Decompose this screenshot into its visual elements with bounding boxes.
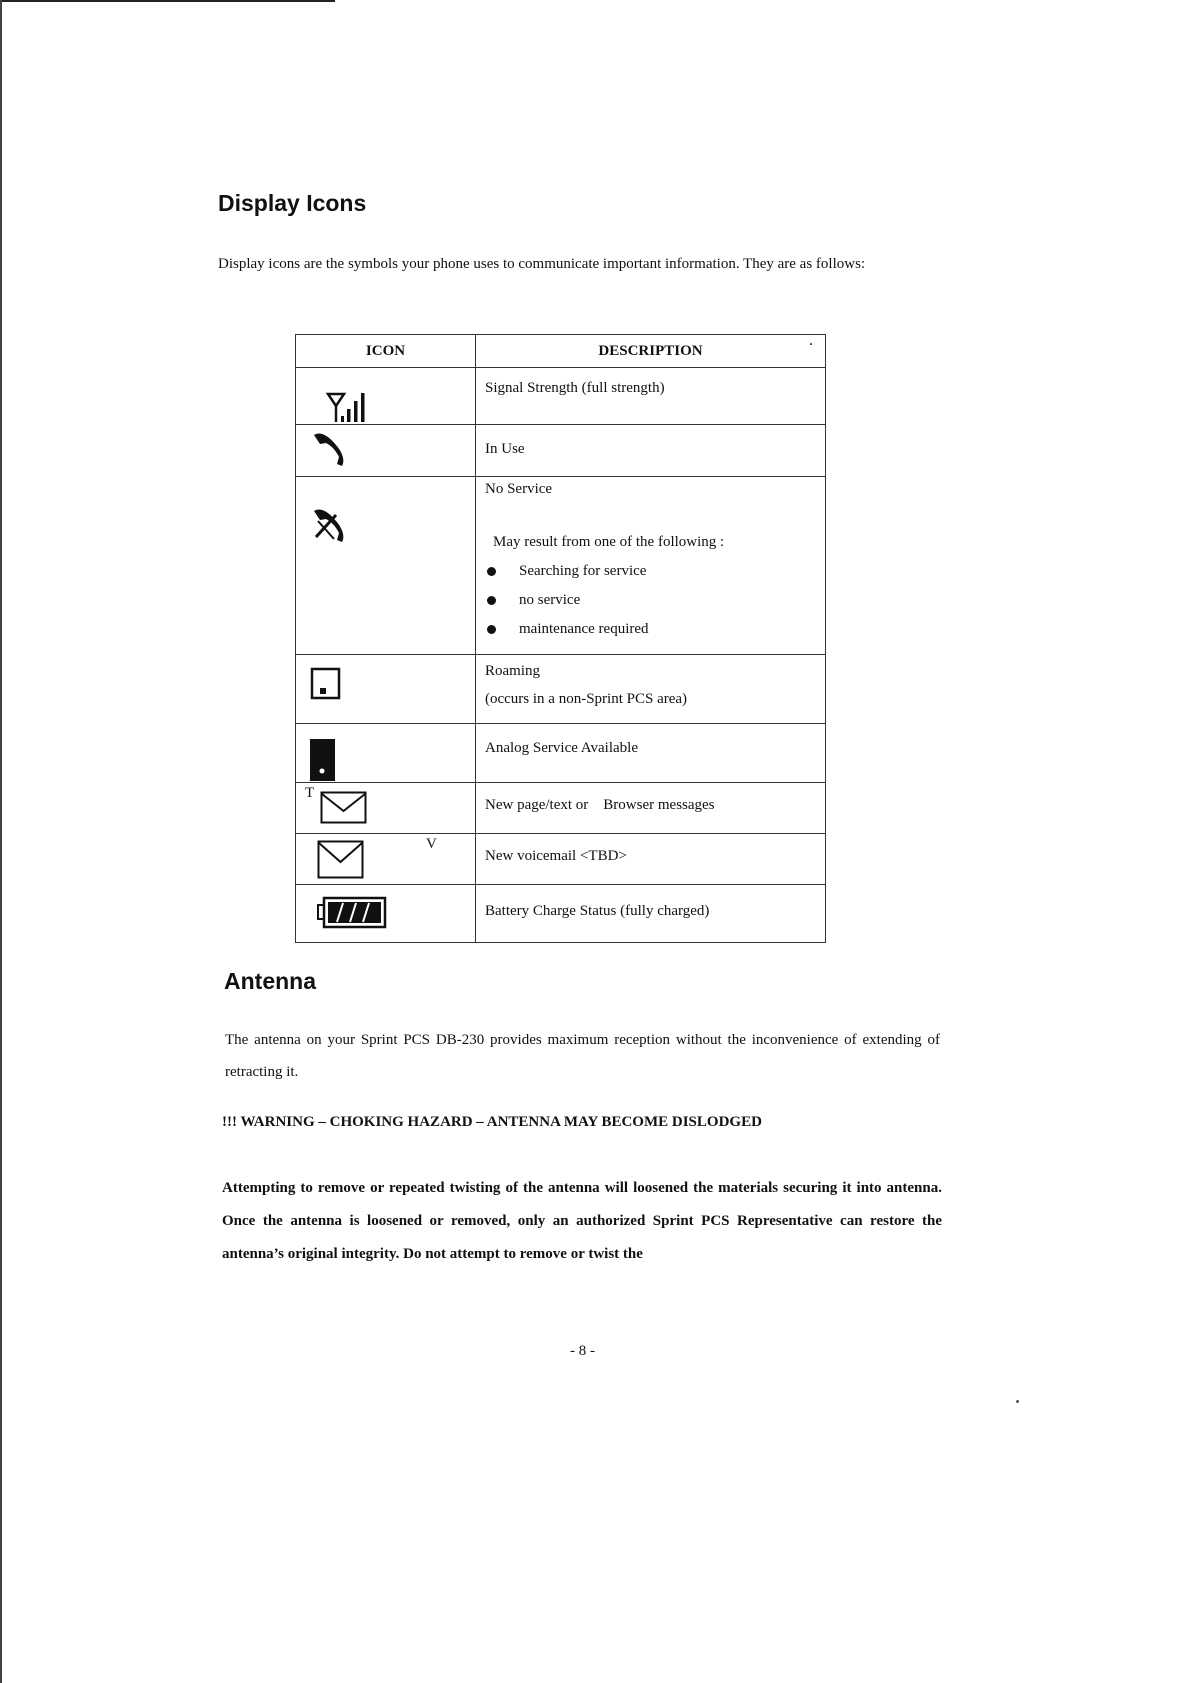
description-column-header <box>476 335 826 368</box>
icon-cell <box>296 425 476 477</box>
table-row <box>296 368 826 425</box>
warning-heading: !!! WARNING – CHOKING HAZARD – ANTENNA MAY BECOME DISLODGED <box>222 1114 762 1130</box>
description-header-label: DESCRIPTION <box>598 342 703 359</box>
analog-service-icon <box>309 738 337 787</box>
row-description: New voicemail <TBD> <box>485 848 627 864</box>
description-cell <box>476 477 826 655</box>
row-description: New page/text or Browser messages <box>485 797 715 813</box>
row-note: May result from one of the following : <box>493 534 725 550</box>
antenna-heading: Antenna <box>224 968 316 994</box>
table-row <box>296 655 826 724</box>
icon-cell <box>296 834 476 885</box>
row-description: Roaming <box>485 663 540 679</box>
icon-cell <box>296 885 476 943</box>
table-header-row <box>296 335 826 368</box>
row-note: (occurs in a non-Sprint PCS area) <box>485 691 688 707</box>
antenna-intro: The antenna on your Sprint PCS DB-230 provides maximum reception without the inconvenience of extending of retracting it. <box>225 1032 940 1080</box>
icon-cell <box>296 724 476 783</box>
icon-letter-v: V <box>426 836 437 852</box>
roaming-icon <box>310 667 342 706</box>
text-message-envelope-icon <box>320 791 368 830</box>
scan-speck <box>1016 1400 1019 1403</box>
row-description: Analog Service Available <box>485 740 639 756</box>
display-icons-table <box>295 334 826 943</box>
scan-edge-top <box>0 0 335 2</box>
list-item: no service <box>485 586 816 615</box>
voicemail-envelope-icon <box>317 840 365 885</box>
warning-body: Attempting to remove or repeated twisting of the antenna will loosened the materials securing it into antenna. Once the antenna is loosened or removed, only an authorized Sprint PCS Representative can restore the antenna’s original integrity. Do not attempt to remove or twist the <box>222 1180 942 1262</box>
description-cell <box>476 425 826 477</box>
row-description: In Use <box>485 441 525 457</box>
page-number: - 8 - <box>570 1343 595 1359</box>
icon-column-header: ICON <box>296 335 476 368</box>
table-row <box>296 834 826 885</box>
bullet-list <box>485 557 816 644</box>
icon-letter-t: T <box>305 785 315 801</box>
list-item: maintenance required <box>485 615 816 644</box>
scan-edge-left <box>0 0 2 1683</box>
battery-full-icon <box>317 896 387 935</box>
display-icons-intro: Display icons are the symbols your phone uses to communicate important information. They are as follows: <box>218 256 866 272</box>
table-row <box>296 477 826 655</box>
row-description: Battery Charge Status (fully charged) <box>485 903 710 919</box>
table-row <box>296 885 826 943</box>
description-cell <box>476 783 826 834</box>
icon-cell <box>296 477 476 655</box>
spacer <box>485 499 816 527</box>
display-icons-heading: Display Icons <box>218 190 367 216</box>
description-cell <box>476 724 826 783</box>
description-cell <box>476 834 826 885</box>
icon-cell <box>296 655 476 724</box>
description-cell <box>476 368 826 425</box>
no-service-handset-icon <box>310 507 350 550</box>
signal-strength-icon <box>326 390 366 429</box>
table-row <box>296 724 826 783</box>
row-description: Signal Strength (full strength) <box>485 380 665 396</box>
description-cell <box>476 885 826 943</box>
list-item: Searching for service <box>485 557 816 586</box>
row-description: No Service <box>485 481 553 497</box>
table-row <box>296 783 826 834</box>
in-use-handset-icon <box>310 431 350 474</box>
icon-cell <box>296 368 476 425</box>
description-cell <box>476 655 826 724</box>
header-corner-mark: · <box>808 337 813 351</box>
icon-cell <box>296 783 476 834</box>
table-row <box>296 425 826 477</box>
